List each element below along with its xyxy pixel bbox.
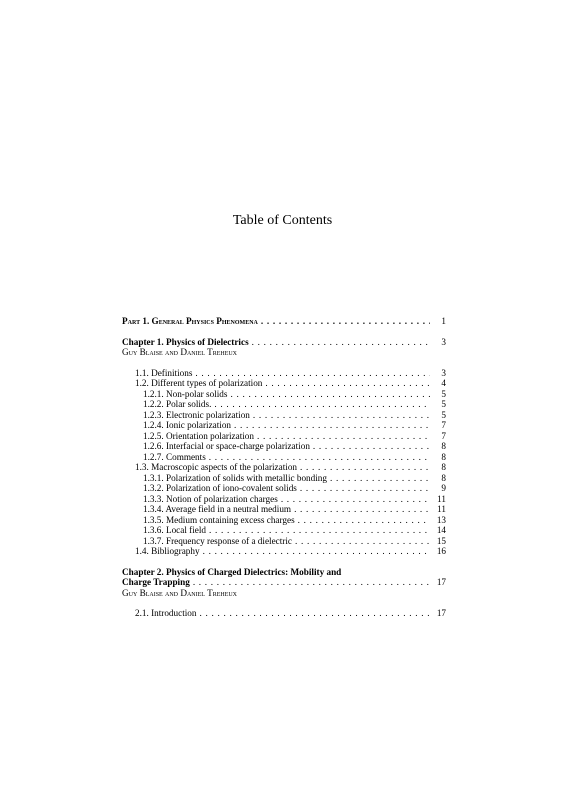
leader-dots: [310, 441, 430, 452]
toc-entry[interactable]: [122, 378, 446, 389]
toc-page-number: 17: [436, 608, 446, 618]
toc-page-number: 8: [441, 472, 446, 483]
toc-page-number: 4: [441, 378, 446, 388]
leader-dots: [292, 536, 430, 547]
toc-entry-label: 1.3. Macroscopic aspects of the polarization: [135, 462, 298, 472]
toc-entry[interactable]: [122, 389, 446, 400]
toc-page-number: 13: [436, 514, 446, 525]
toc-page-number: 5: [441, 388, 446, 399]
leader-dots: [250, 410, 430, 421]
toc-page-number: 7: [441, 420, 446, 430]
leader-dots: [249, 337, 430, 348]
toc-entry-label: 1.3.7. Frequency response of a dielectric: [143, 535, 292, 546]
leader-dots: [192, 368, 430, 379]
toc-chapter-1[interactable]: [122, 337, 446, 348]
toc-entry-label: 2.1. Introduction: [135, 608, 197, 618]
toc-entry[interactable]: [122, 504, 446, 515]
toc-page-number: 5: [441, 409, 446, 420]
leader-dots: [297, 483, 430, 494]
leader-dots: [291, 504, 430, 515]
leader-dots: [278, 494, 430, 505]
toc-entry-label: 1.2.7. Comments: [143, 451, 206, 462]
toc-page-number: 8: [441, 441, 446, 451]
toc-entry[interactable]: [122, 515, 446, 526]
leader-dots: [211, 399, 430, 410]
toc-chapter-2[interactable]: [122, 577, 446, 588]
toc-entry-label: 1.1. Definitions: [135, 367, 193, 378]
toc-entry[interactable]: [122, 525, 446, 536]
toc-entry[interactable]: [122, 399, 446, 410]
toc-page-number: 5: [441, 399, 446, 409]
toc-page-number: 8: [441, 451, 446, 462]
toc-page-number: 17: [436, 577, 446, 587]
toc-page-number: 11: [437, 504, 446, 514]
toc-entry-label: 1.3.5. Medium containing excess charges: [143, 514, 295, 525]
leader-dots: [227, 389, 430, 400]
toc-entry[interactable]: [122, 441, 446, 452]
leader-dots: [190, 577, 430, 588]
toc-page-number: 16: [436, 546, 446, 556]
leader-dots: [254, 431, 430, 442]
toc-entry-label: 1.2. Different types of polarization: [135, 378, 263, 388]
leader-dots: [200, 546, 430, 557]
chapter-authors: Guy Blaise and Daniel Treheux: [122, 587, 238, 598]
page-title: Table of Contents: [232, 213, 333, 228]
toc-entry-label: 1.2.2. Polar solids.: [143, 399, 212, 409]
leader-dots: [231, 420, 430, 431]
toc-entry-label: 1.3.2. Polarization of iono-covalent solids: [143, 483, 297, 493]
toc-entry[interactable]: [122, 483, 446, 494]
chapter-authors: Guy Blaise and Daniel Treheux: [122, 347, 238, 357]
leader-dots: [262, 378, 430, 389]
toc-page-number: 15: [436, 535, 446, 546]
toc-entry-label: 1.3.3. Notion of polarization charges: [143, 493, 278, 504]
toc-entry-label: Chapter 1. Physics of Dielectrics: [122, 336, 249, 347]
toc-entry[interactable]: [122, 368, 446, 379]
toc-entry[interactable]: [122, 462, 446, 473]
toc-chapter-2-line1: Chapter 2. Physics of Charged Dielectrics: Mobility and: [122, 566, 342, 577]
toc-entry[interactable]: [122, 473, 446, 484]
leader-dots: [197, 608, 431, 619]
toc-entry[interactable]: [122, 608, 446, 619]
toc-page-number: 8: [441, 462, 446, 472]
toc-entry-label: 1.2.4. Ionic polarization: [143, 420, 232, 430]
toc-entry[interactable]: [122, 494, 446, 505]
toc-entry-label: 1.2.1. Non-polar solids: [143, 388, 228, 399]
toc-entry-label: 1.3.6. Local field: [143, 525, 207, 535]
toc-page-number: 3: [441, 367, 446, 378]
leader-dots: [295, 515, 430, 526]
leader-dots: [206, 525, 430, 536]
toc-page-number: 7: [441, 430, 446, 441]
toc-entry-label: Part 1. General Physics Phenomena: [122, 316, 258, 326]
toc-entry[interactable]: [122, 452, 446, 463]
toc-entry-label: 1.2.6. Interfacial or space-charge polarization: [143, 441, 310, 451]
toc-page-number: 9: [441, 483, 446, 493]
toc-entry-label: 1.2.3. Electronic polarization: [143, 409, 250, 420]
table-of-contents: [122, 316, 446, 619]
toc-entry-label: 1.3.4. Average field in a neutral medium: [143, 504, 292, 514]
toc-entry[interactable]: [122, 420, 446, 431]
toc-part-1[interactable]: [122, 316, 446, 327]
toc-entry[interactable]: [122, 431, 446, 442]
chapter-2-entries: [122, 608, 446, 619]
toc-entry[interactable]: [122, 410, 446, 421]
toc-page-number: 3: [441, 336, 446, 347]
toc-entry[interactable]: [122, 546, 446, 557]
toc-page-number: 11: [437, 493, 446, 504]
leader-dots: [258, 316, 430, 327]
toc-entry-label: 1.4. Bibliography: [135, 546, 200, 556]
toc-page-number: 14: [436, 525, 446, 535]
leader-dots: [327, 473, 430, 484]
chapter-1-entries: [122, 368, 446, 557]
leader-dots: [297, 462, 430, 473]
toc-entry-label: 1.2.5. Orientation polarization: [143, 430, 254, 441]
toc-entry[interactable]: [122, 536, 446, 547]
leader-dots: [206, 452, 430, 463]
toc-entry-label: Charge Trapping: [122, 577, 190, 587]
toc-page-number: 1: [441, 316, 446, 326]
toc-entry-label: 1.3.1. Polarization of solids with metallic bonding: [143, 472, 327, 483]
